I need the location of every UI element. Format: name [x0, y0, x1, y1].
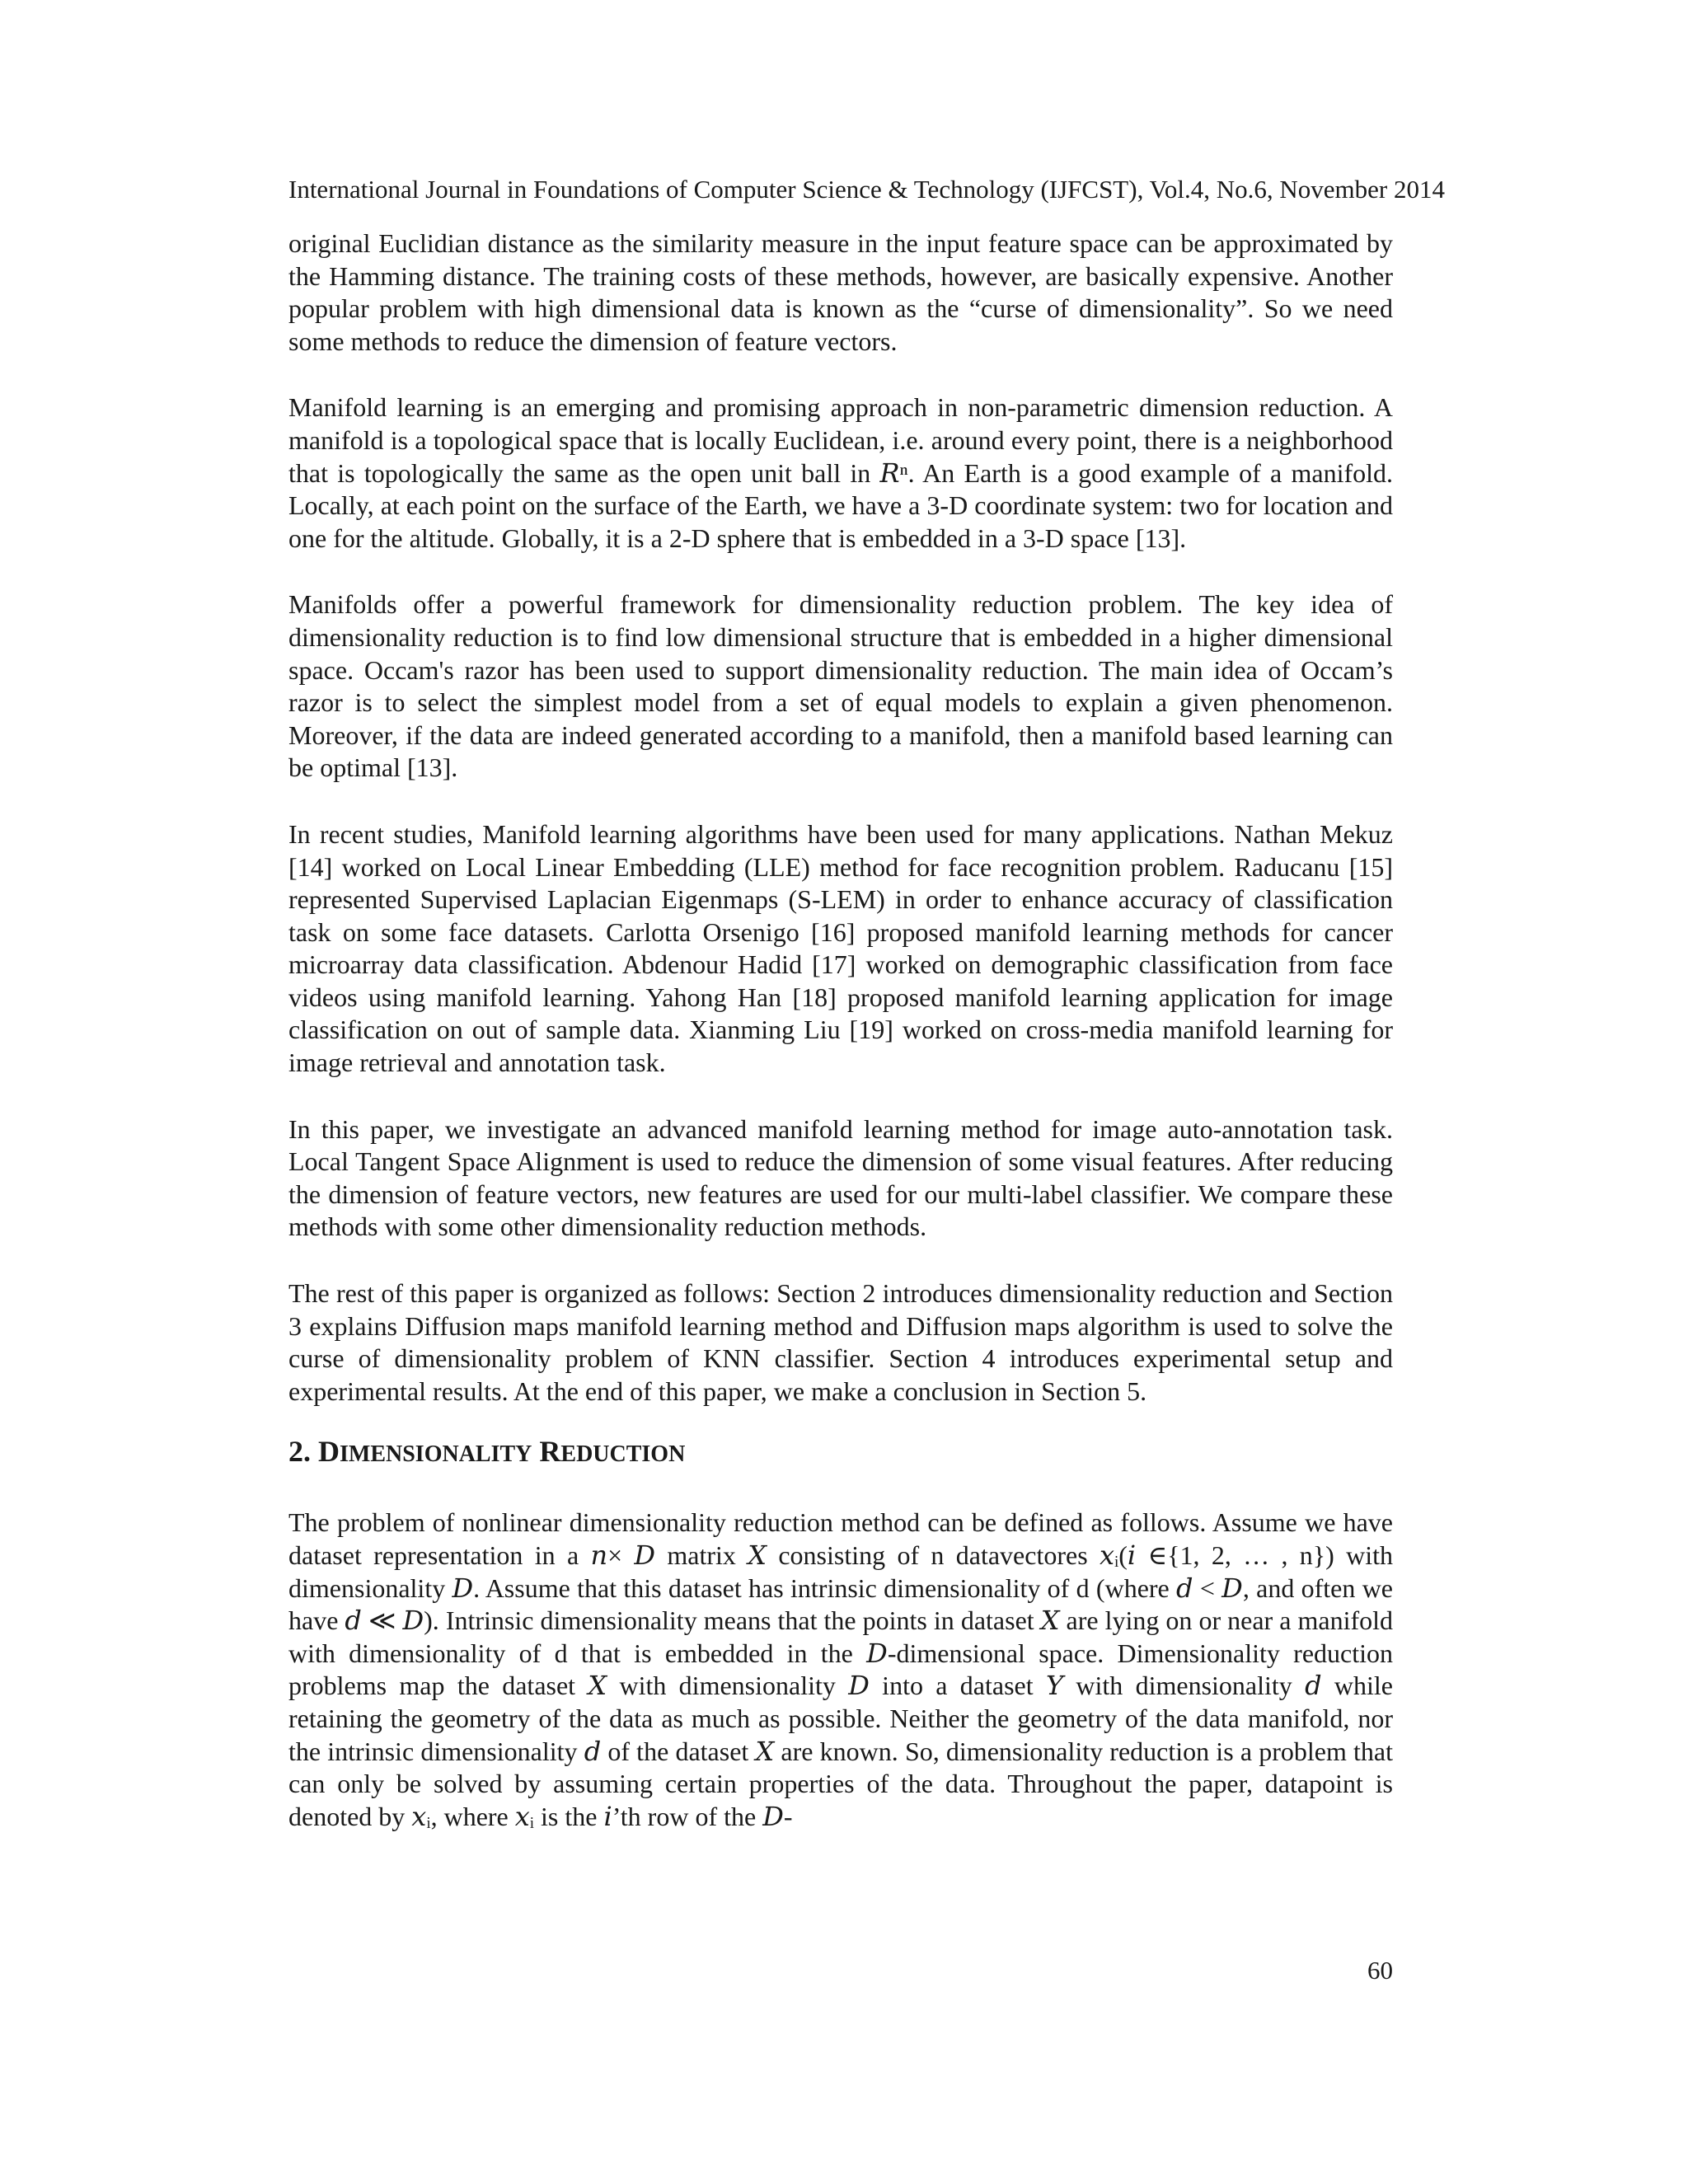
section-heading-dimensionality-reduction: [288, 1433, 1393, 1473]
page-number: 60: [1367, 1956, 1393, 1985]
paragraph-paper-organization: The rest of this paper is organized as follows: Section 2 introduces dimensionality reduction and Section 3 explains Diffusion maps manifold learning method and Diffusion maps algorithm is used to solve the curse of dimensionality problem of KNN classifier. Section 4 introduces experimental setup and experimental results. At the end of this paper, we make a conclusion in Section 5.: [288, 1278, 1393, 1406]
heading-word-eduction: EDUCTION: [560, 1441, 686, 1468]
paragraph-related-work: In recent studies, Manifold learning algorithms have been used for many applications. Nathan Mekuz [14] worked on Local Linear Embedding (LLE) method for face recognition problem. Raducanu [15] represented Supervised Laplacian Eigenmaps (S-LEM) in order to enhance accuracy of classification task on some face datasets. Carlotta Orsenigo [16] proposed manifold learning methods for cancer microarray data classification. Abdenour Hadid [17] worked on demographic classification from face videos using manifold learning. Yahong Han [18] proposed manifold learning application for image classification on out of sample data. Xianming Liu [19] worked on cross-media manifold learning for image retrieval and annotation task.: [288, 818, 1393, 1078]
heading-initial-d: D: [318, 1435, 340, 1469]
paragraph-manifold-framework: Manifolds offer a powerful framework for dimensionality reduction problem. The key idea of dimensionality reduction is to find low dimensional structure that is embedded in a higher dimensional space. Occam's razor has been used to support dimensionality reduction. The main idea of Occam’s razor is to select the simplest model from a set of equal models to explain a given phenomenon. Moreover, if the data are indeed generated according to a manifold, then a manifold based learning can be optimal [13].: [288, 589, 1393, 783]
heading-initial-r: R: [539, 1435, 561, 1469]
paragraph-manifold-definition: Manifold learning is an emerging and promising approach in non-parametric dimension reduction. A manifold is a topological space that is locally Euclidean, i.e. around every point, there is a neighborhood that is topologically the same as the open unit ball in 𝑅ⁿ. An Earth is a good example of a manifold. Locally, at each point on the surface of the Earth, we have a 3-D coordinate system: two for location and one for the altitude. Globally, it is a 2-D sphere that is embedded in a 3-D space [13].: [288, 392, 1393, 553]
paragraph-feature-similarity: original Euclidian distance as the similarity measure in the input feature space can be approximated by the Hamming distance. The training costs of these methods, however, are basically expensive. Another popular problem with high dimensional data is known as the “curse of dimensionality”. So we need some methods to reduce the dimension of feature vectors.: [288, 228, 1393, 356]
section-number: 2.: [288, 1435, 318, 1469]
paragraph-problem-definition: The problem of nonlinear dimensionality reduction method can be defined as follows. Assume we have dataset representation in a 𝑛× 𝐷 matrix 𝑋 consisting of n datavectores 𝑥ᵢ(𝑖 ∈{1, 2, … , n}) with dimensionality 𝐷. Assume that this dataset has intrinsic dimensionality of d (where 𝑑 < 𝐷, and often we have 𝑑 ≪ 𝐷). Intrinsic dimensionality means that the points in dataset 𝑋 are lying on or near a manifold with dimensionality of d that is embedded in the 𝐷-dimensional space. Dimensionality reduction problems map the dataset 𝑋 with dimensionality 𝐷 into a dataset 𝑌 with dimensionality 𝑑 while retaining the geometry of the data as much as possible. Neither the geometry of the data manifold, nor the intrinsic dimensionality 𝑑 of the dataset 𝑋 are known. So, dimensionality reduction is a problem that can only be solved by assuming certain properties of the data. Throughout the paper, datapoint is denoted by 𝑥ᵢ, where 𝑥ᵢ is the 𝑖’th row of the 𝐷-: [288, 1507, 1393, 1831]
journal-header: International Journal in Foundations of Computer Science & Technology (IJFCST), Vol.4, No.6, November 2014: [288, 175, 1445, 204]
heading-word-imensionality: IMENSIONALITY: [340, 1441, 532, 1468]
page-body: [288, 227, 1393, 1833]
paragraph-paper-contribution: In this paper, we investigate an advanced manifold learning method for image auto-annotation task. Local Tangent Space Alignment is used to reduce the dimension of some visual features. After reducing the dimension of feature vectors, new features are used for our multi-label classifier. We compare these methods with some other dimensionality reduction methods.: [288, 1113, 1393, 1242]
